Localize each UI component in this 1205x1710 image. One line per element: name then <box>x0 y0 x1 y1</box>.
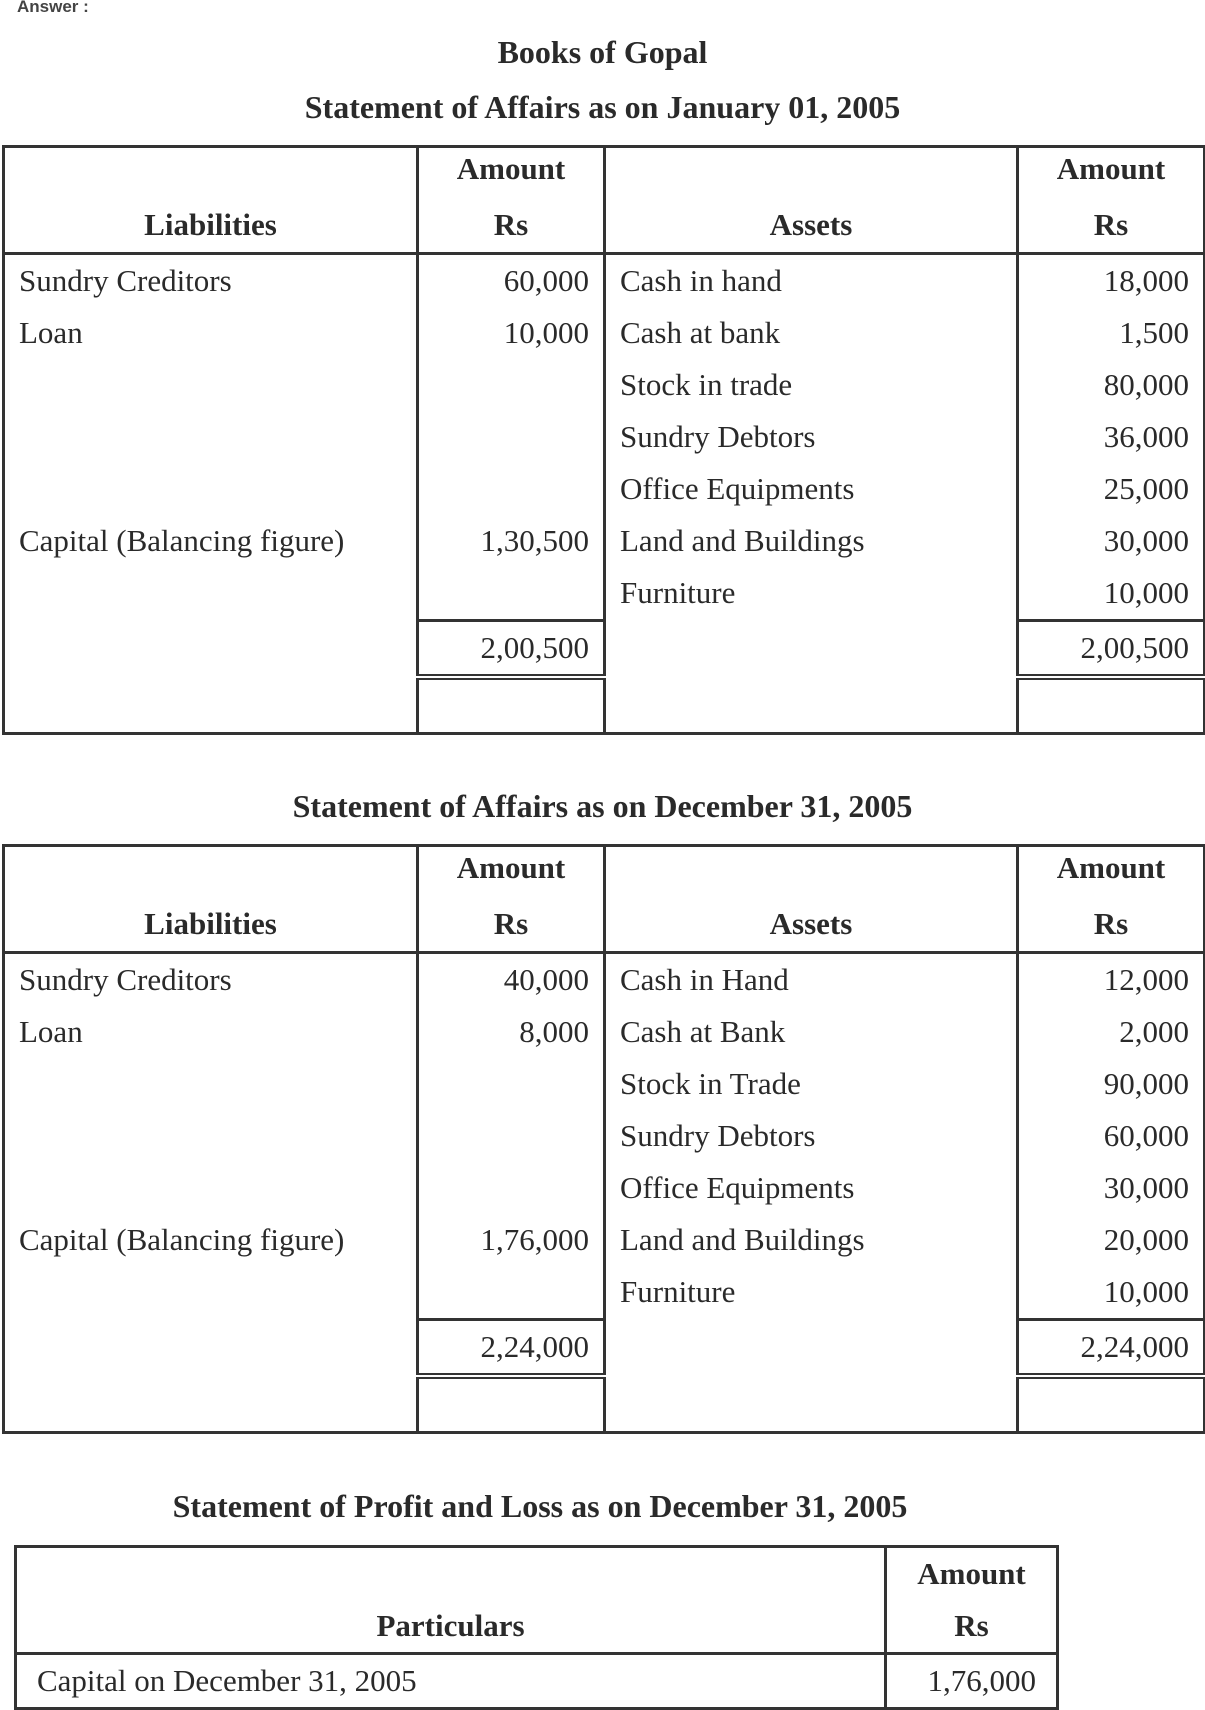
liabilities-header: Liabilities <box>4 147 418 254</box>
blank-row <box>4 1376 1205 1433</box>
table-row: Furniture 10,000 <box>4 1266 1205 1320</box>
table-row: Loan 10,000 Cash at bank 1,500 <box>4 307 1205 359</box>
statement2-table <box>2 844 1205 1434</box>
amount-header: Amount Rs <box>418 846 605 953</box>
amount-header: Amount Rs <box>1018 147 1205 254</box>
table-row: Capital (Balancing figure) 1,30,500 Land and Buildings 30,000 <box>4 515 1205 567</box>
table-row: Furniture 10,000 <box>4 567 1205 621</box>
table-row: Stock in trade 80,000 <box>4 359 1205 411</box>
total-assets: 2,24,000 <box>1018 1320 1205 1377</box>
table-row: Office Equipments 30,000 <box>4 1162 1205 1214</box>
table-header-row <box>4 846 1205 953</box>
total-row <box>4 621 1205 678</box>
total-liabilities: 2,00,500 <box>418 621 605 678</box>
amount-header: Amount Rs <box>1018 846 1205 953</box>
total-row <box>4 1320 1205 1377</box>
table-row: Sundry Creditors 60,000 Cash in hand 18,000 <box>4 254 1205 308</box>
particulars-header: Particulars <box>16 1547 886 1654</box>
assets-header: Assets <box>605 846 1018 953</box>
table-header-row <box>16 1547 1058 1654</box>
assets-header: Assets <box>605 147 1018 254</box>
liabilities-header: Liabilities <box>4 846 418 953</box>
total-liabilities: 2,24,000 <box>418 1320 605 1377</box>
profit-loss-table <box>14 1545 1059 1710</box>
table-row: Capital (Balancing figure) 1,76,000 Land and Buildings 20,000 <box>4 1214 1205 1266</box>
answer-label: Answer : <box>17 0 89 16</box>
amount-header: Amount Rs <box>418 147 605 254</box>
statement1-table <box>2 145 1205 735</box>
table-row: Office Equipments 25,000 <box>4 463 1205 515</box>
table-row: Capital on December 31, 2005 1,76,000 <box>16 1654 1058 1709</box>
amount-header: Amount Rs <box>886 1547 1058 1654</box>
statement2-title: Statement of Affairs as on December 31, 2005 <box>292 788 913 824</box>
table-row: Sundry Debtors 60,000 <box>4 1110 1205 1162</box>
book-title: Books of Gopal <box>497 34 708 70</box>
blank-row <box>4 677 1205 734</box>
table-row: Sundry Creditors 40,000 Cash in Hand 12,000 <box>4 953 1205 1007</box>
statement1-title: Statement of Affairs as on January 01, 2005 <box>304 89 901 125</box>
table-row: Stock in Trade 90,000 <box>4 1058 1205 1110</box>
statement3-title: Statement of Profit and Loss as on December 31, 2005 <box>172 1488 908 1524</box>
table-row: Sundry Debtors 36,000 <box>4 411 1205 463</box>
total-assets: 2,00,500 <box>1018 621 1205 678</box>
table-row: Loan 8,000 Cash at Bank 2,000 <box>4 1006 1205 1058</box>
table-header-row <box>4 147 1205 254</box>
